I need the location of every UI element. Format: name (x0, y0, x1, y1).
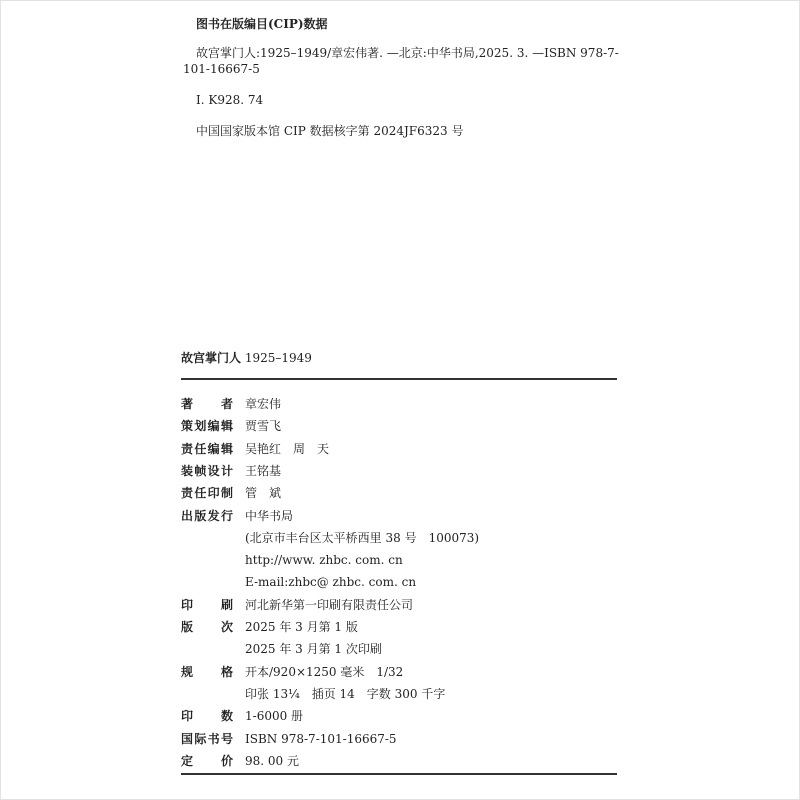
colophon-label: 定 价 (181, 754, 233, 768)
cip-classification: Ⅰ. K928. 74 (196, 93, 264, 107)
book-title (181, 349, 312, 366)
bottom-rule (181, 773, 617, 775)
colophon-row (181, 663, 404, 681)
colophon-value: ISBN 978-7-101-16667-5 (245, 732, 397, 746)
colophon-row (181, 730, 397, 748)
colophon-value: (北京市丰台区太平桥西里 38 号 100073) (245, 531, 480, 545)
colophon-row (181, 640, 382, 658)
colophon-value: http://www. zhbc. com. cn (245, 553, 403, 567)
colophon-value: 管 斌 (245, 486, 282, 500)
colophon-row (181, 462, 282, 480)
colophon-row (181, 395, 282, 413)
colophon-label: 出版发行 (181, 509, 233, 523)
colophon-value: 吴艳红 周 天 (245, 442, 330, 456)
colophon-row (181, 573, 417, 591)
colophon-row (181, 685, 446, 703)
colophon-label: 著 者 (181, 397, 233, 411)
cip-entry: 故宫掌门人:1925–1949/章宏伟著. —北京:中华书局,2025. 3. —ISBN 978-7-101-16667-5 (183, 46, 619, 76)
colophon-value: E-mail:zhbc@ zhbc. com. cn (245, 575, 417, 589)
colophon-label: 印 刷 (181, 598, 233, 612)
colophon-label: 装帧设计 (181, 464, 233, 478)
colophon-value: 贾雪飞 (245, 419, 282, 433)
colophon-value: 1-6000 册 (245, 709, 304, 723)
colophon-row (181, 618, 358, 636)
top-rule (181, 378, 617, 380)
colophon-label: 策划编辑 (181, 419, 233, 433)
colophon-row (181, 596, 414, 614)
colophon-value: 中华书局 (245, 509, 294, 523)
colophon-row (181, 417, 282, 435)
colophon-label: 责任印制 (181, 486, 233, 500)
colophon-row (181, 507, 294, 525)
colophon-row (181, 551, 403, 569)
colophon-value: 章宏伟 (245, 397, 282, 411)
cip-heading: 图书在版编目(CIP)数据 (196, 17, 328, 31)
colophon-value: 2025 年 3 月第 1 版 (245, 620, 358, 634)
colophon-value: 2025 年 3 月第 1 次印刷 (245, 642, 382, 656)
cip-record-number: 中国国家版本馆 CIP 数据核字第 2024JF6323 号 (196, 124, 464, 138)
colophon-value: 河北新华第一印刷有限责任公司 (245, 598, 414, 612)
colophon-row (181, 707, 304, 725)
colophon-row (181, 752, 299, 770)
colophon-row (181, 484, 282, 502)
book-title-years: 1925–1949 (241, 351, 312, 365)
colophon-label: 责任编辑 (181, 442, 233, 456)
colophon-value: 开本/920×1250 毫米 1/32 (245, 665, 404, 679)
colophon-label: 国际书号 (181, 732, 233, 746)
colophon-value: 98. 00 元 (245, 754, 299, 768)
book-title-text: 故宫掌门人 (181, 351, 242, 365)
colophon-label: 版 次 (181, 620, 233, 634)
colophon-value: 印张 13¼ 插页 14 字数 300 千字 (245, 687, 446, 701)
colophon-row (181, 440, 330, 458)
colophon-row (181, 529, 480, 547)
colophon-value: 王铭基 (245, 464, 282, 478)
colophon-label: 印 数 (181, 709, 233, 723)
colophon-label: 规 格 (181, 665, 233, 679)
